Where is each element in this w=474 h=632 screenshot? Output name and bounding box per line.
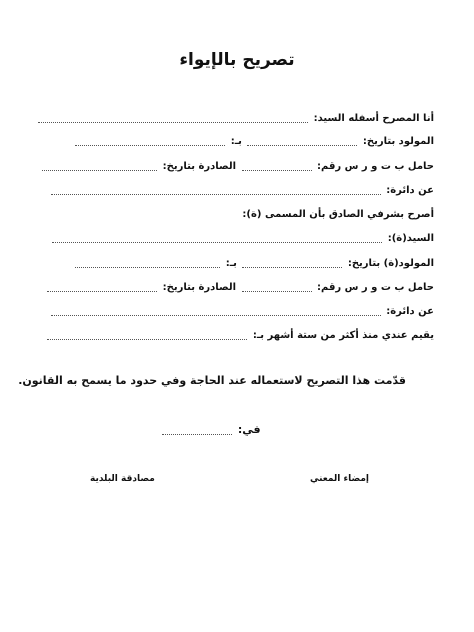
blank-birth-place[interactable] bbox=[75, 137, 225, 146]
line-declarant-birth bbox=[73, 135, 434, 149]
label-residence: يقيم عندي منذ أكثر من ستة أشهر بـ: bbox=[252, 330, 434, 341]
page-title: تصريح بالإيواء bbox=[179, 50, 295, 70]
closing-statement: قدّمت هذا التصريح لاستعماله عند الحاجة وفي حدود ما يسمح به القانون. bbox=[18, 374, 406, 387]
label-place: في: bbox=[237, 423, 261, 436]
label-guest-name: السيد(ة): bbox=[387, 233, 434, 244]
line-declarant bbox=[36, 112, 434, 126]
blank-guest-birth-date[interactable] bbox=[242, 259, 342, 268]
blank-id-number[interactable] bbox=[242, 162, 312, 171]
label-declaration: أصرح بشرفي الصادق بأن المسمى (ة): bbox=[242, 209, 434, 220]
label-id-number: حامل ب ت و ر س رقم: bbox=[317, 161, 434, 172]
label-guest-birth-place: بـ: bbox=[225, 258, 237, 269]
label-id-issue-date: الصادرة بتاريخ: bbox=[162, 161, 237, 172]
label-birth-date: المولود بتاريخ: bbox=[362, 136, 434, 147]
label-guest-birth-date: المولود(ة) بتاريخ: bbox=[347, 258, 434, 269]
line-guest-id bbox=[45, 281, 434, 295]
label-guest-id-issue-date: الصادرة بتاريخ: bbox=[162, 282, 237, 293]
blank-guest-id-issue-date[interactable] bbox=[47, 283, 157, 292]
signature-declarant: إمضاء المعني bbox=[310, 474, 369, 484]
blank-department[interactable] bbox=[51, 186, 381, 195]
blank-id-issue-date[interactable] bbox=[42, 162, 157, 171]
label-department: عن دائرة: bbox=[386, 185, 434, 196]
line-guest-birth bbox=[73, 257, 434, 271]
line-residence bbox=[45, 329, 434, 343]
line-guest bbox=[50, 232, 434, 246]
blank-residence[interactable] bbox=[47, 331, 247, 340]
signature-municipality: مصادقة البلدية bbox=[90, 474, 155, 484]
blank-guest-name[interactable] bbox=[52, 234, 382, 243]
blank-birth-date[interactable] bbox=[247, 137, 357, 146]
blank-declarant-name[interactable] bbox=[38, 114, 308, 123]
place-line bbox=[160, 423, 261, 436]
line-declaration bbox=[242, 208, 434, 222]
blank-place[interactable] bbox=[162, 426, 232, 435]
blank-guest-department[interactable] bbox=[51, 307, 381, 316]
line-guest-department bbox=[49, 305, 434, 319]
blank-guest-id-number[interactable] bbox=[242, 283, 312, 292]
line-declarant-id bbox=[40, 160, 434, 174]
label-guest-department: عن دائرة: bbox=[386, 306, 434, 317]
label-guest-id-number: حامل ب ت و ر س رقم: bbox=[317, 282, 434, 293]
line-declarant-department bbox=[49, 184, 434, 198]
blank-guest-birth-place[interactable] bbox=[75, 259, 220, 268]
label-birth-place: بـ: bbox=[230, 136, 242, 147]
label-declarant-name: أنا المصرح أسفله السيد: bbox=[313, 113, 434, 124]
